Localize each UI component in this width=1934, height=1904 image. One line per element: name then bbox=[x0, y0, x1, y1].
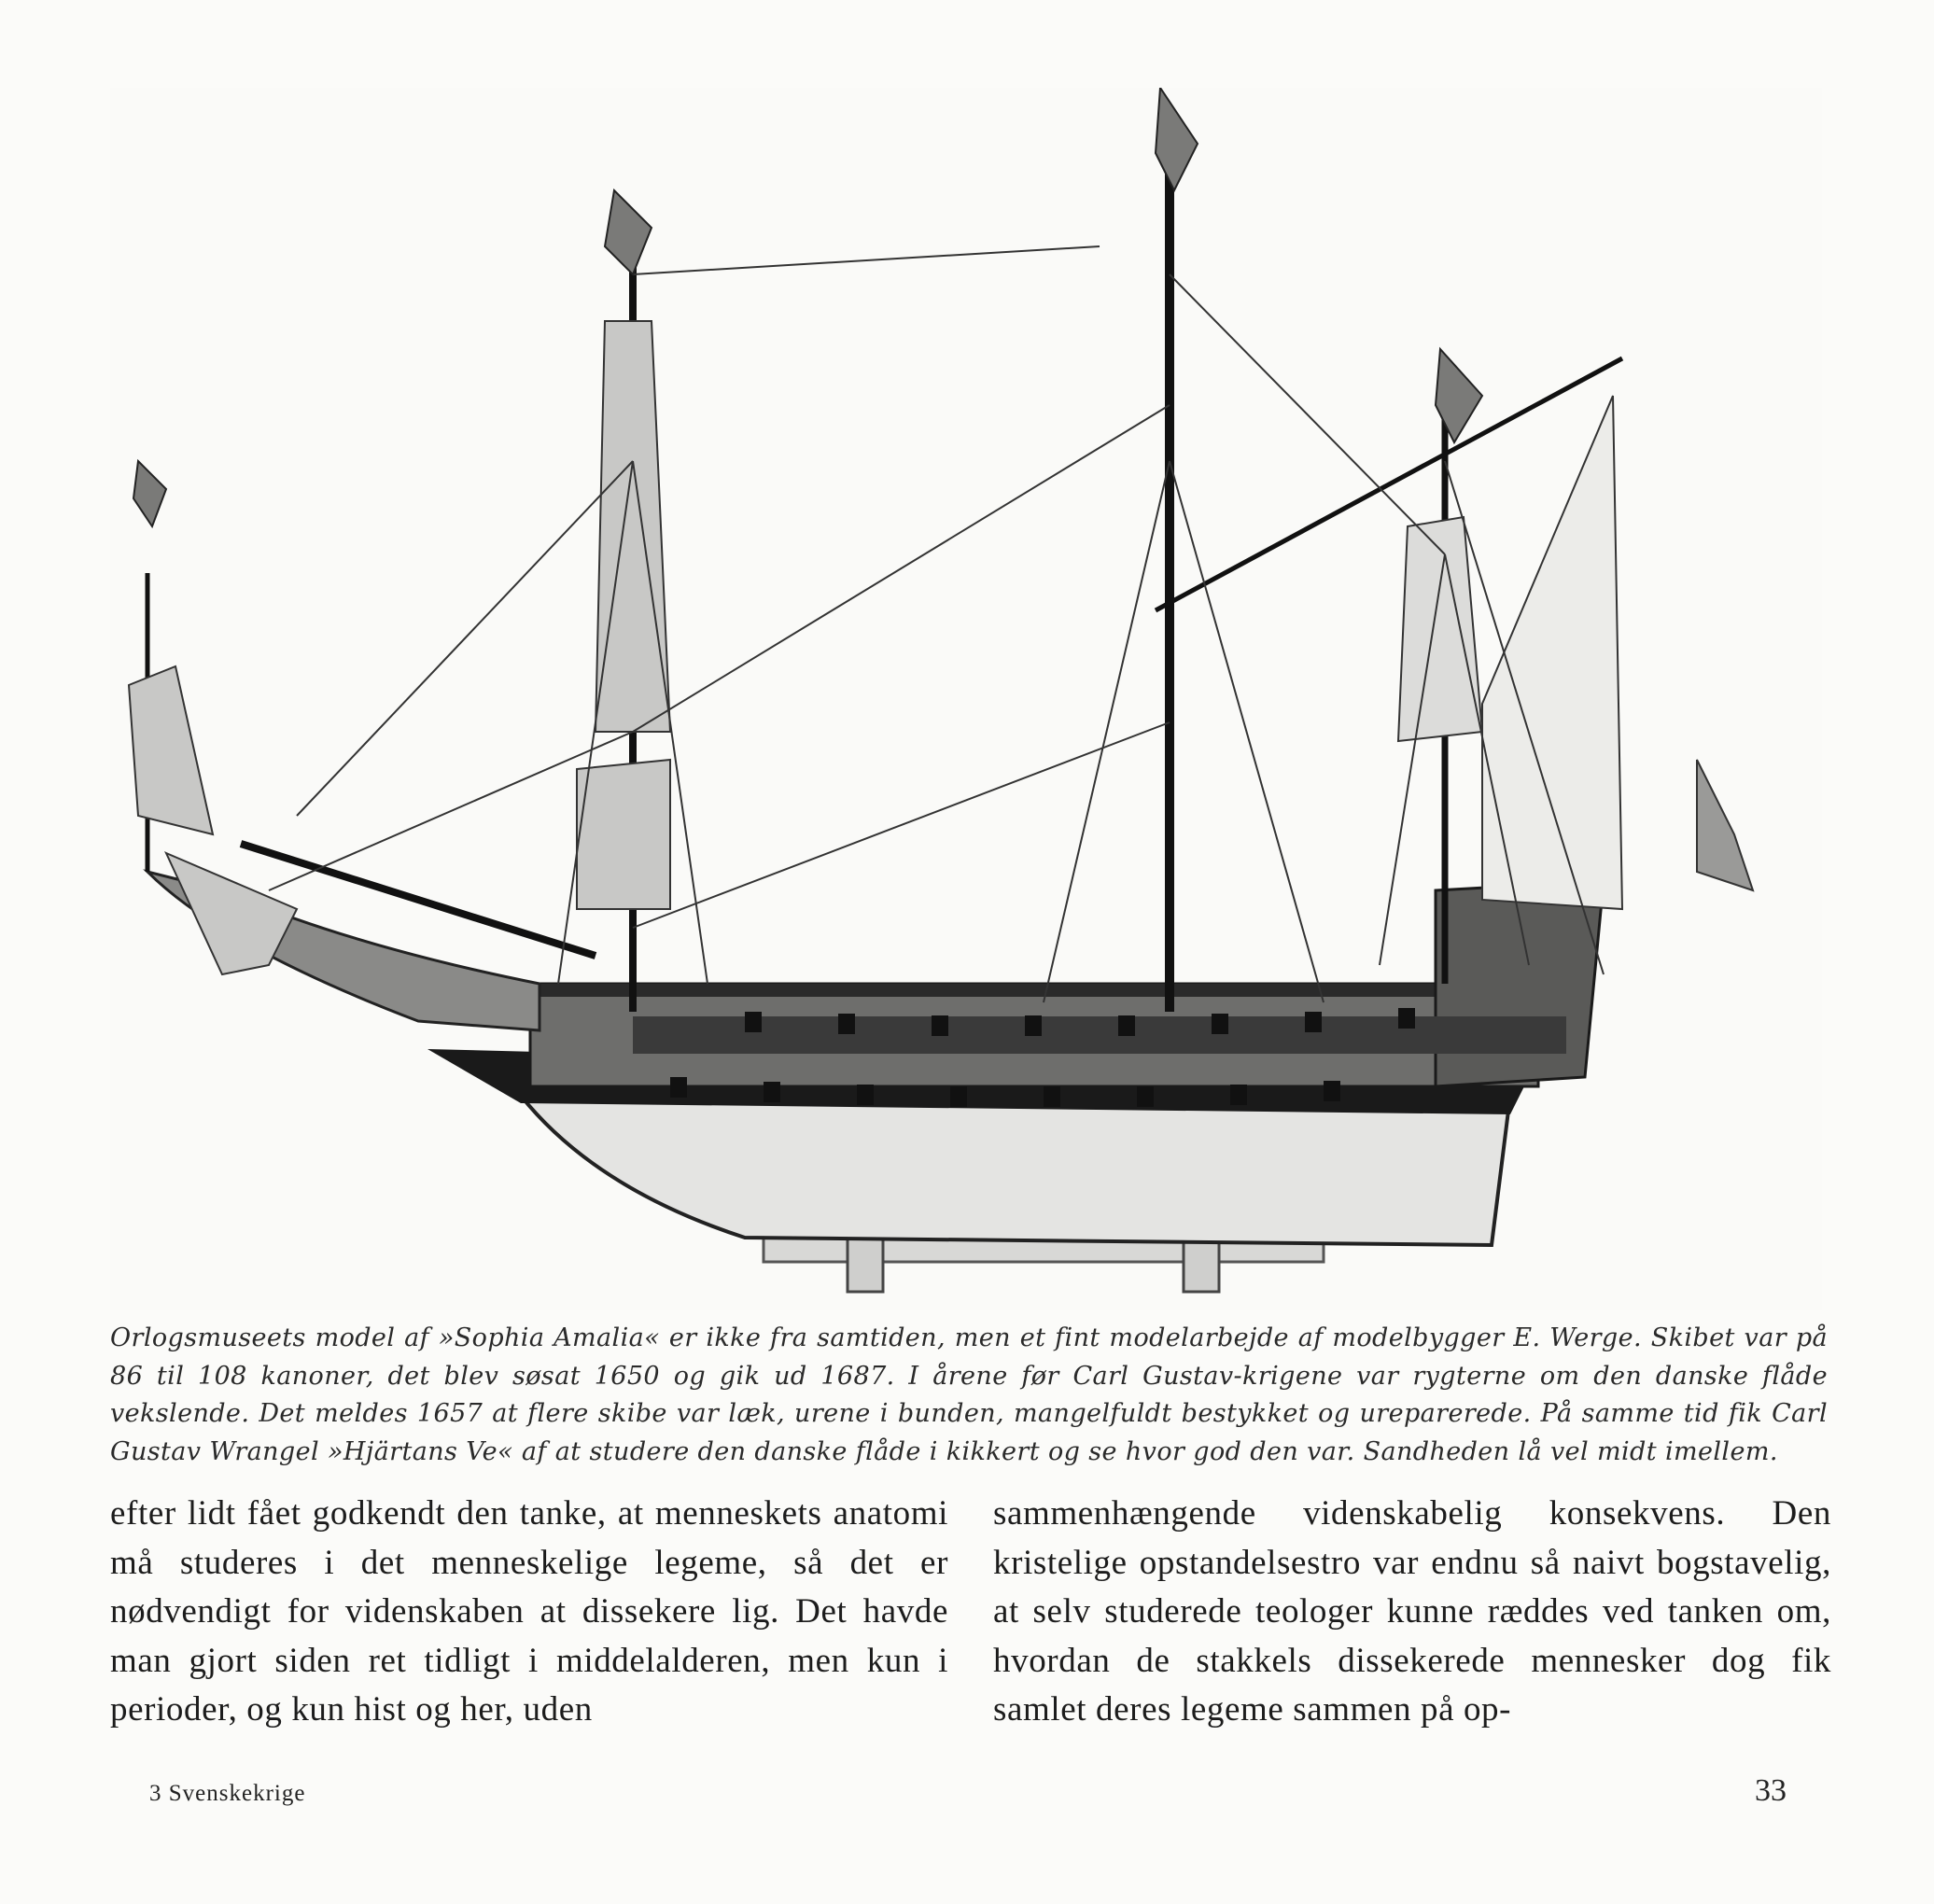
signature-mark: 3 Svenskekrige bbox=[149, 1781, 306, 1806]
photo-caption: Orlogsmuseets model af »Sophia Amalia« er ikke fra samtiden, men et fint modelarbejde af modelbygger E. Werge. Skibet var på 86 til 108 kanoner, det blev søsat 1650 og gik ud 1687. I årene før Carl Gustav-krigene var rygterne om den danske flåde vekslende. Det meldes 1657 at flere skibe var læk, urene i bunden, mangelfuldt bestykket og ureparerede. På samme tid fik Carl Gustav Wrangel »Hjärtans Ve« af at studere den danske flåde i kikkert og se hvor god den var. Sandheden lå vel midt imellem. bbox=[110, 1323, 1828, 1466]
body-text-right-column: sammenhængende videnskabelig konsekvens. Den kristelige opstandelsestro var endnu så naivt bogstavelig, at selv studerede teologer kunne ræddes ved tanken om, hvordan de stakkels dissekerede mennesker dog fik samlet deres legeme sammen på op- bbox=[993, 1494, 1831, 1729]
body-text-left-column: efter lidt fået godkendt den tanke, at menneskets anatomi må studeres i det menneskelige legeme, så det er nødvendigt for videnskaben at dissekere lig. Det havde man gjort siden ret tidligt i middelalderen, men kun i perioder, og kun hist og her, uden bbox=[110, 1494, 948, 1729]
masts bbox=[147, 116, 1622, 1012]
ship-model-photo bbox=[110, 88, 1822, 1310]
flags bbox=[133, 88, 1482, 526]
page-number: 33 bbox=[1755, 1773, 1787, 1808]
